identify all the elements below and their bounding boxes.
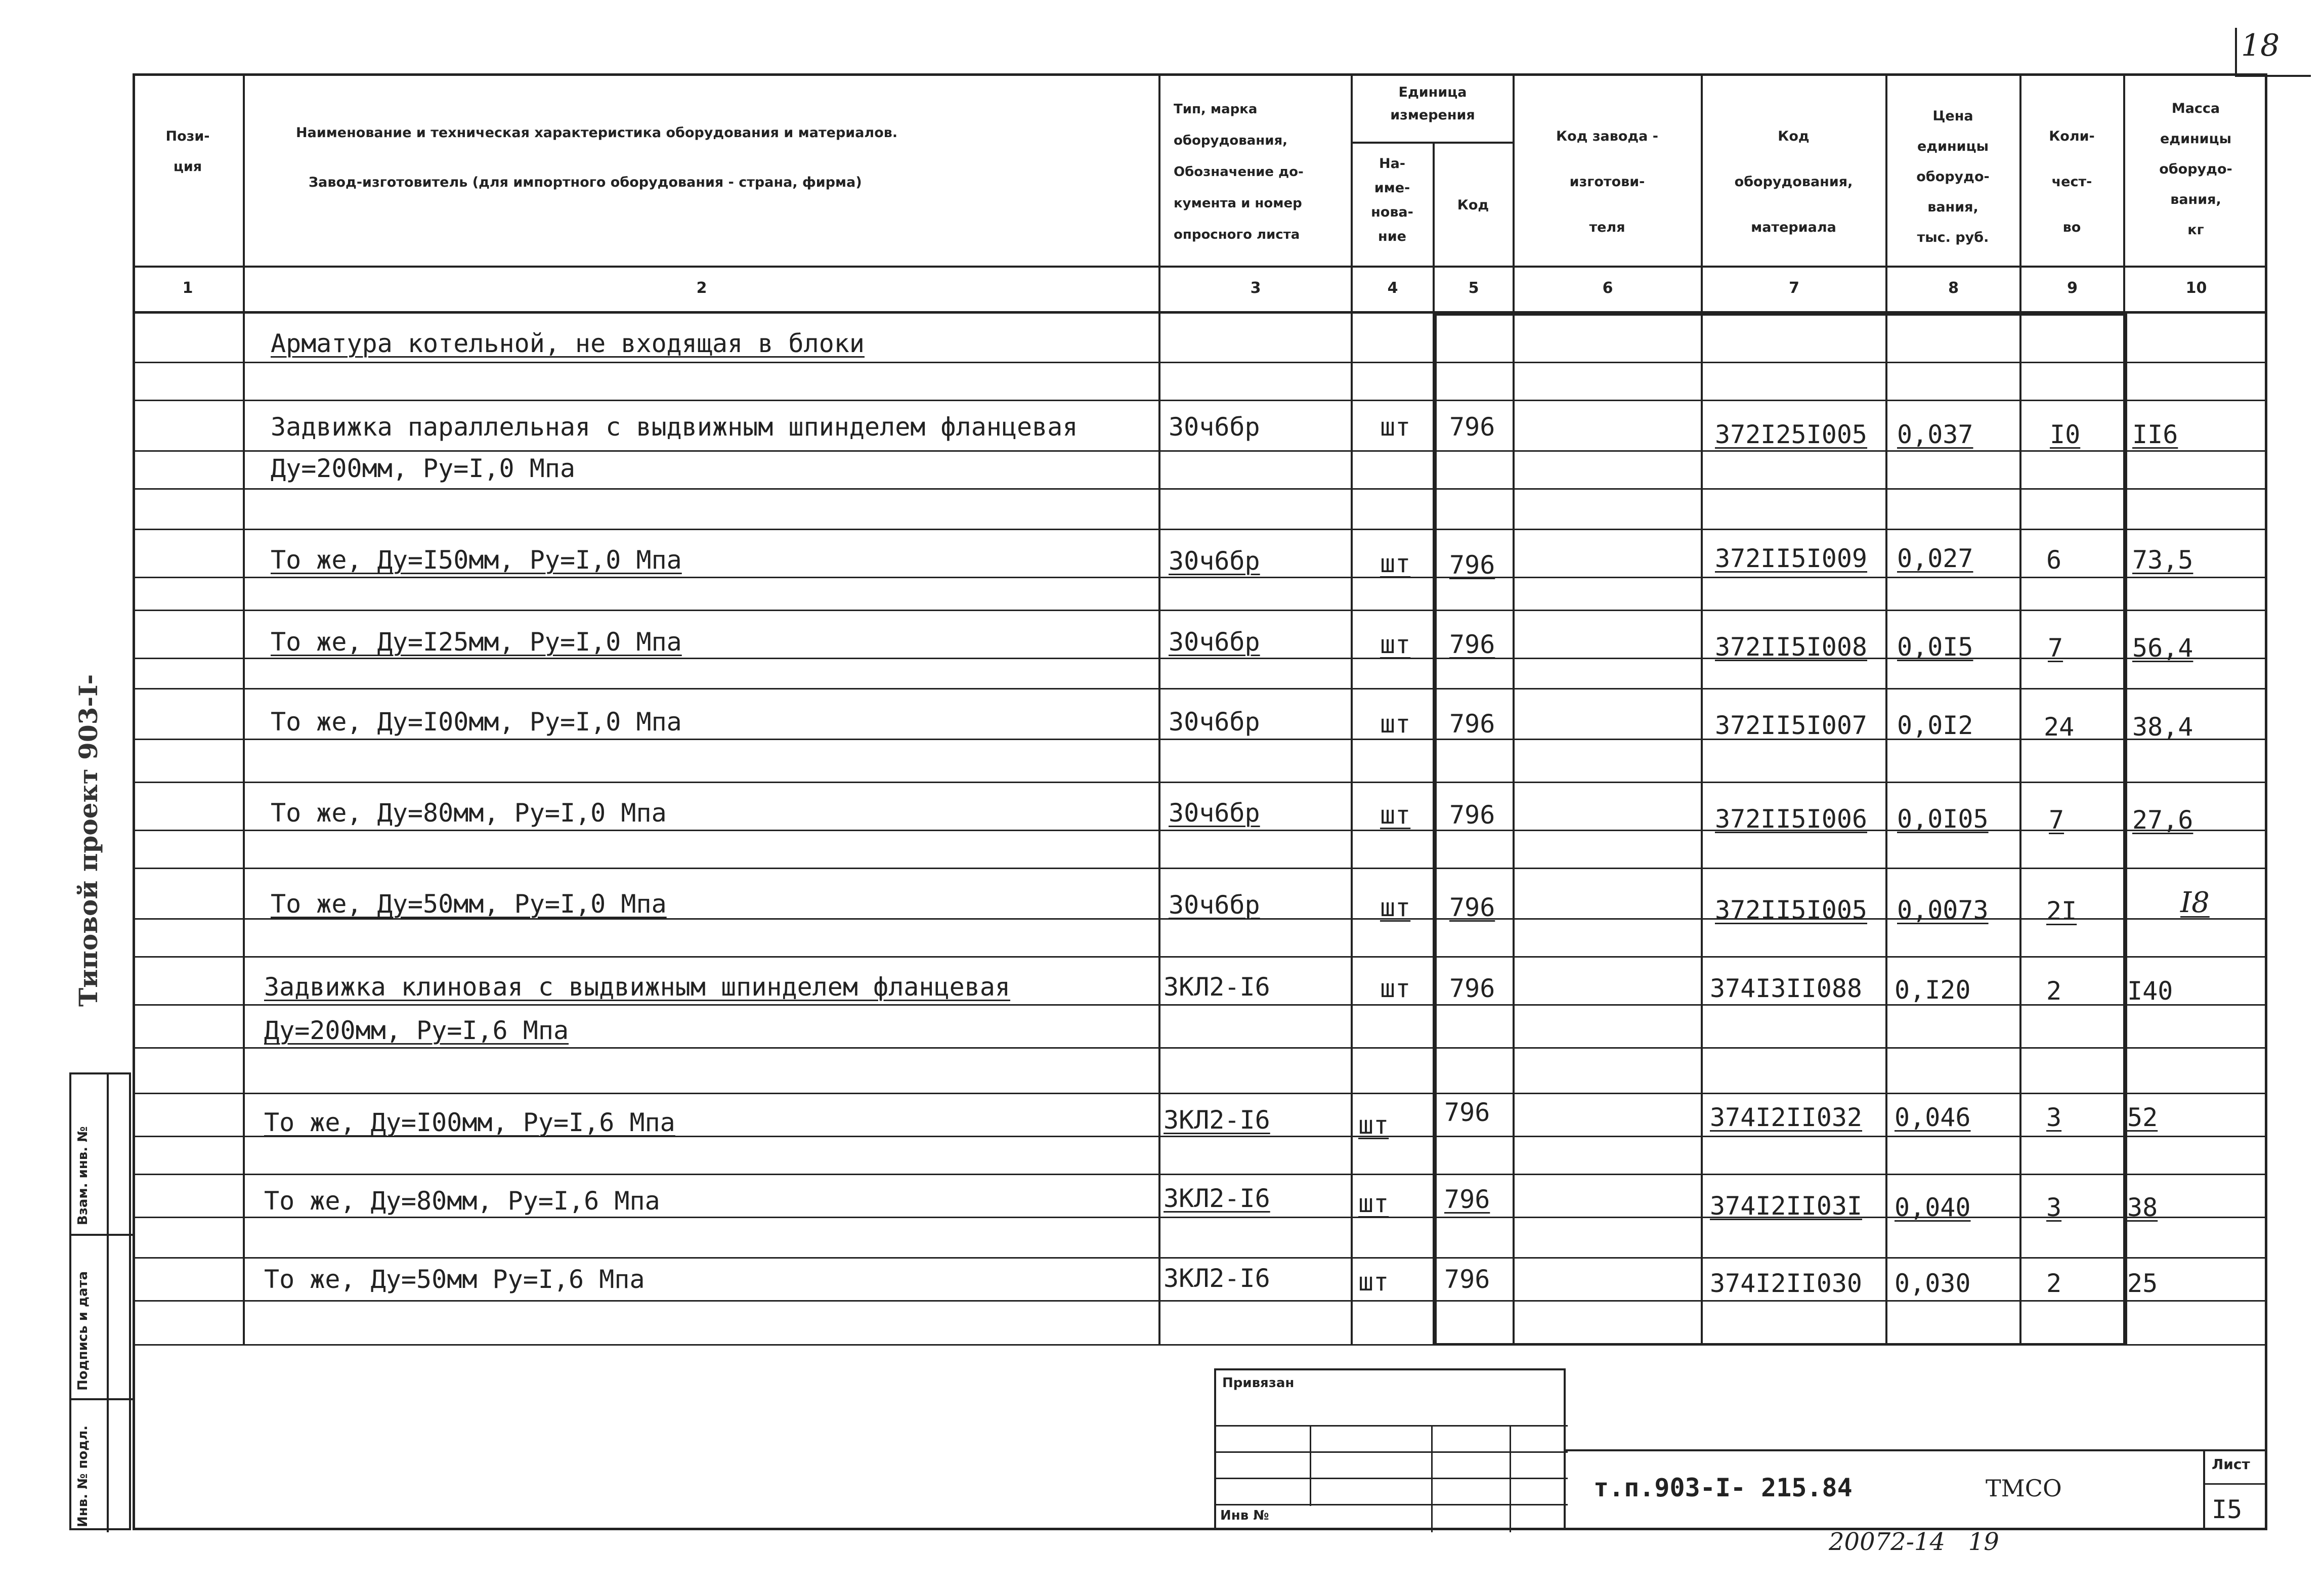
row-mass: I8	[2180, 886, 2210, 919]
row-name: То же, Ду=I00мм, Ру=I,0 Мпа	[271, 707, 682, 737]
row-name-line2: Ду=200мм, Ру=I,6 Мпа	[264, 1016, 569, 1045]
row-unit: шт	[1380, 549, 1411, 578]
row-unit-code: 796	[1444, 1185, 1490, 1214]
doc-code: т.п.903-I- 215.84	[1594, 1473, 1853, 1502]
side-stamp-inv: Инв. № подл.	[75, 1425, 91, 1527]
row-qty: 24	[2044, 712, 2075, 742]
row-qty: 2	[2046, 976, 2062, 1006]
row-code: 372I25I005	[1715, 420, 1868, 449]
row-name: Задвижка параллельная с выдвижным шпинделем фланцевая	[271, 412, 1078, 442]
header-factory-code: Код завода - изготови- теля	[1556, 128, 1658, 235]
row-price: 0,0I05	[1897, 804, 1989, 834]
row-unit-code: 796	[1449, 893, 1495, 922]
row-mass: 25	[2127, 1269, 2158, 1298]
row-code: 374I2II03I	[1710, 1191, 1863, 1221]
row-mass: 52	[2127, 1103, 2158, 1132]
row-qty: 7	[2048, 633, 2063, 663]
side-stamp-vzam: Взам. инв. №	[75, 1126, 91, 1225]
row-price: 0,0I5	[1897, 632, 1973, 662]
header-price: Цена единицы оборудо- вания, тыс. руб.	[1916, 108, 1990, 245]
row-unit-code: 796	[1449, 709, 1495, 739]
section-title: Арматура котельной, не входящая в блоки	[271, 329, 865, 358]
sheet-mark: 18	[2241, 28, 2280, 63]
row-name: То же, Ду=80мм, Ру=I,0 Мпа	[271, 798, 667, 828]
header-position: Пози- ция	[165, 128, 210, 175]
row-type: 3КЛ2-I6	[1164, 1105, 1270, 1135]
footer-note: 20072-14 19	[1829, 1528, 1999, 1556]
header-equipment-code: Код оборудования, материала	[1734, 128, 1853, 235]
side-stamp	[69, 1072, 131, 1530]
row-price: 0,037	[1897, 420, 1973, 449]
colnum-3: 3	[1250, 279, 1261, 297]
header-name-line2: Завод-изготовитель (для импортного оборудования - страна, фирма)	[309, 175, 862, 190]
colnum-5: 5	[1468, 279, 1479, 297]
header-unit-name: На- име- нова- ние	[1371, 156, 1413, 244]
row-qty: 2I	[2046, 896, 2077, 926]
row-mass: 73,5	[2132, 545, 2193, 575]
row-unit-code: 796	[1444, 1098, 1490, 1127]
row-code: 372II5I008	[1715, 632, 1868, 662]
row-type: 3КЛ2-I6	[1164, 972, 1270, 1002]
row-unit: шт	[1380, 709, 1411, 739]
row-name: Задвижка клиновая с выдвижным шпинделем фланцевая	[264, 972, 1011, 1002]
row-name-line2: Ду=200мм, Ру=I,0 Мпа	[271, 454, 576, 483]
side-stamp-podpis: Подпись и дата	[75, 1271, 91, 1391]
row-name: То же, Ду=50мм, Ру=I,0 Мпа	[271, 889, 667, 919]
row-mass: II6	[2132, 420, 2178, 449]
stamp-inv-label: Инв №	[1220, 1508, 1269, 1523]
row-unit-code: 796	[1449, 800, 1495, 830]
header-quantity: Коли- чест- во	[2049, 128, 2095, 235]
row-unit-code: 796	[1449, 974, 1495, 1003]
row-qty: 2	[2046, 1269, 2062, 1298]
row-mass: 56,4	[2132, 633, 2193, 663]
side-title: Типовой проект 903-I-	[73, 674, 103, 1007]
row-name: То же, Ду=I25мм, Ру=I,0 Мпа	[271, 627, 682, 657]
row-unit-code: 796	[1449, 630, 1495, 659]
row-price: 0,040	[1895, 1193, 1971, 1222]
row-qty: 6	[2046, 545, 2062, 575]
row-qty: I0	[2050, 420, 2081, 449]
row-type: 30ч6бр	[1169, 707, 1260, 737]
row-mass: 38,4	[2132, 712, 2193, 742]
colnum-8: 8	[1948, 279, 1959, 297]
list-label: Лист	[2212, 1456, 2250, 1473]
colnum-4: 4	[1387, 279, 1398, 297]
row-name: То же, Ду=I00мм, Ру=I,6 Мпа	[264, 1108, 675, 1137]
row-unit-code: 796	[1449, 412, 1495, 442]
header-name-line1: Наименование и техническая характеристика оборудования и материалов.	[296, 125, 898, 141]
row-unit: шт	[1380, 974, 1411, 1003]
header-mass: Масса единицы оборудо- вания, кг	[2159, 101, 2232, 238]
row-code: 374I2II032	[1710, 1103, 1863, 1132]
stamp-privyazan-label: Привязан	[1222, 1375, 1295, 1391]
row-code: 372II5I009	[1715, 544, 1868, 573]
row-price: 0,030	[1895, 1269, 1971, 1298]
colnum-7: 7	[1789, 279, 1799, 297]
row-unit: шт	[1358, 1110, 1389, 1140]
row-unit: шт	[1358, 1189, 1389, 1218]
header-unit-group: Единица измерения	[1390, 84, 1475, 123]
row-code: 372II5I007	[1715, 711, 1868, 740]
row-name: То же, Ду=50мм Ру=I,6 Мпа	[264, 1265, 645, 1294]
row-unit: шт	[1358, 1267, 1389, 1297]
row-code: 372II5I006	[1715, 804, 1868, 834]
list-number: I5	[2212, 1495, 2243, 1524]
row-type: 3КЛ2-I6	[1164, 1184, 1270, 1213]
row-unit: шт	[1380, 893, 1411, 922]
row-price: 0,0I2	[1897, 711, 1973, 740]
row-mass: 38	[2127, 1193, 2158, 1222]
row-name: То же, Ду=80мм, Ру=I,6 Мпа	[264, 1186, 660, 1216]
colnum-2: 2	[696, 279, 707, 297]
stamp-privyazan	[1214, 1368, 1566, 1530]
doc-type: ТМСО	[1986, 1475, 2062, 1502]
colnum-6: 6	[1602, 279, 1613, 297]
row-price: 0,0073	[1897, 895, 1989, 925]
row-mass: 27,6	[2132, 805, 2193, 835]
header-unit-code: Код	[1457, 197, 1489, 213]
row-unit: шт	[1380, 800, 1411, 830]
row-code: 372II5I005	[1715, 895, 1868, 925]
colnum-9: 9	[2067, 279, 2078, 297]
sheet-mark-bracket-v	[2235, 28, 2237, 76]
row-unit-code: 796	[1449, 550, 1495, 580]
row-type: 3КЛ2-I6	[1164, 1264, 1270, 1293]
row-code: 374I3II088	[1710, 974, 1863, 1003]
row-qty: 7	[2049, 805, 2064, 835]
row-mass: I40	[2127, 976, 2173, 1006]
row-type: 30ч6бр	[1169, 546, 1260, 576]
row-name: То же, Ду=I50мм, Ру=I,0 Мпа	[271, 545, 682, 575]
row-unit-code: 796	[1444, 1265, 1490, 1294]
row-price: 0,I20	[1895, 975, 1971, 1005]
row-type: 30ч6бр	[1169, 890, 1260, 920]
header-type: Тип, марка оборудования, Обозначение до- кумента и номер опросного листа	[1174, 102, 1304, 242]
row-unit: шт	[1380, 630, 1411, 659]
row-code: 374I2II030	[1710, 1269, 1863, 1298]
row-qty: 3	[2046, 1193, 2062, 1222]
row-type: 30ч6бр	[1169, 627, 1260, 657]
row-type: 30ч6бр	[1169, 798, 1260, 828]
colnum-10: 10	[2185, 279, 2207, 297]
row-price: 0,027	[1897, 544, 1973, 573]
row-qty: 3	[2046, 1103, 2062, 1132]
row-price: 0,046	[1895, 1103, 1971, 1132]
colnum-1: 1	[182, 279, 193, 297]
row-unit: шт	[1380, 412, 1411, 442]
row-type: 30ч6бр	[1169, 412, 1260, 442]
